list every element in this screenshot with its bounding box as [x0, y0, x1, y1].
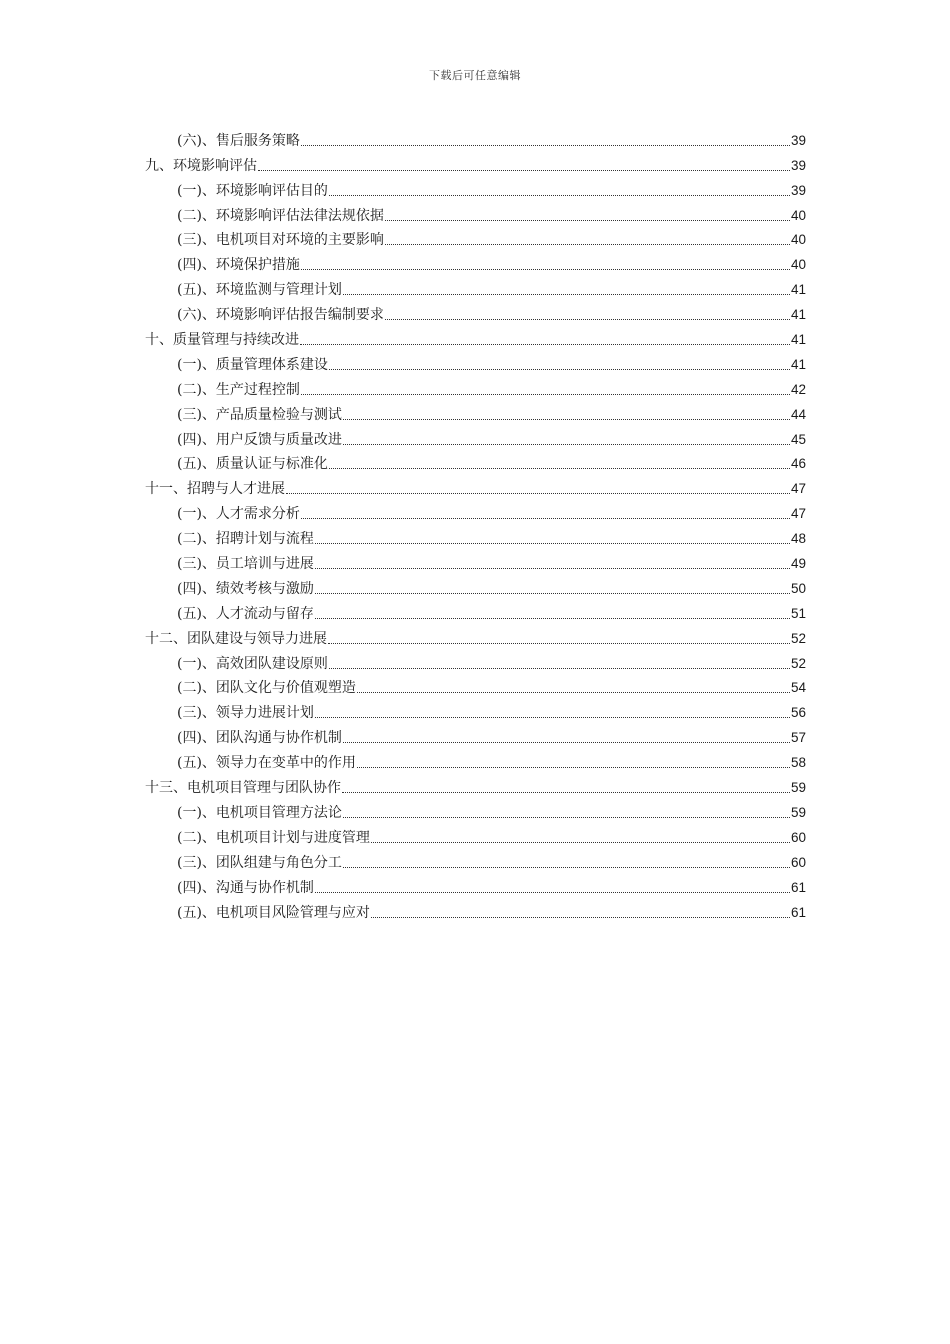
toc-entry-title: (六)、售后服务策略: [177, 132, 300, 149]
toc-entry-title: 十一、招聘与人才进展: [145, 481, 285, 498]
toc-entry-title: (四)、绩效考核与激励: [177, 580, 314, 597]
toc-section-entry[interactable]: [145, 873, 806, 898]
toc-section-entry[interactable]: [145, 400, 806, 425]
toc-page-number: 41: [790, 332, 806, 348]
toc-page-number: 61: [790, 904, 806, 920]
toc-entry-title: (四)、团队沟通与协作机制: [177, 730, 342, 747]
page-header: 下载后可任意编辑: [429, 69, 521, 82]
toc-page-number: 59: [790, 780, 806, 796]
toc-page-number: 40: [790, 257, 806, 273]
toc-chapter-entry[interactable]: [145, 773, 806, 798]
toc-page-number: 56: [790, 705, 806, 721]
toc-section-entry[interactable]: [145, 425, 806, 450]
toc-section-entry[interactable]: [145, 798, 806, 823]
toc-section-entry[interactable]: [145, 250, 806, 275]
toc-page-number: 40: [790, 232, 806, 248]
toc-dot-leader: [385, 244, 790, 245]
toc-entry-title: (二)、电机项目计划与进度管理: [177, 829, 370, 846]
toc-entry-title: 十三、电机项目管理与团队协作: [145, 780, 341, 797]
toc-page-number: 45: [790, 431, 806, 447]
toc-page-number: 41: [790, 307, 806, 323]
table-of-contents: [145, 126, 806, 923]
toc-section-entry[interactable]: [145, 723, 806, 748]
toc-page-number: 49: [790, 556, 806, 572]
toc-page-number: 44: [790, 406, 806, 422]
toc-section-entry[interactable]: [145, 499, 806, 524]
toc-page-number: 58: [790, 755, 806, 771]
toc-page-number: 54: [790, 680, 806, 696]
toc-dot-leader: [301, 518, 790, 519]
toc-page-number: 48: [790, 531, 806, 547]
toc-dot-leader: [343, 867, 790, 868]
toc-section-entry[interactable]: [145, 176, 806, 201]
toc-section-entry[interactable]: [145, 698, 806, 723]
toc-section-entry[interactable]: [145, 898, 806, 923]
toc-dot-leader: [343, 817, 790, 818]
toc-page-number: 60: [790, 829, 806, 845]
toc-dot-leader: [357, 767, 790, 768]
toc-dot-leader: [300, 344, 790, 345]
toc-dot-leader: [258, 170, 790, 171]
toc-page-number: 39: [790, 182, 806, 198]
toc-dot-leader: [315, 717, 790, 718]
toc-entry-title: (四)、用户反馈与质量改进: [177, 431, 342, 448]
toc-entry-title: (三)、员工培训与进展: [177, 556, 314, 573]
toc-entry-title: (六)、环境影响评估报告编制要求: [177, 307, 384, 324]
toc-entry-title: (一)、质量管理体系建设: [177, 356, 328, 373]
toc-dot-leader: [343, 294, 790, 295]
toc-section-entry[interactable]: [145, 748, 806, 773]
toc-entry-title: (二)、生产过程控制: [177, 381, 300, 398]
toc-entry-title: (一)、高效团队建设原则: [177, 655, 328, 672]
toc-section-entry[interactable]: [145, 649, 806, 674]
toc-dot-leader: [342, 792, 790, 793]
toc-entry-title: (三)、团队组建与角色分工: [177, 854, 342, 871]
toc-section-entry[interactable]: [145, 574, 806, 599]
toc-entry-title: (四)、沟通与协作机制: [177, 879, 314, 896]
toc-section-entry[interactable]: [145, 350, 806, 375]
toc-entry-title: (五)、领导力在变革中的作用: [177, 755, 356, 772]
toc-section-entry[interactable]: [145, 450, 806, 475]
toc-entry-title: 九、环境影响评估: [145, 157, 257, 174]
toc-page-number: 41: [790, 282, 806, 298]
toc-chapter-entry[interactable]: [145, 325, 806, 350]
toc-dot-leader: [315, 568, 790, 569]
toc-entry-title: (二)、招聘计划与流程: [177, 531, 314, 548]
toc-entry-title: (四)、环境保护措施: [177, 257, 300, 274]
toc-dot-leader: [328, 643, 790, 644]
toc-chapter-entry[interactable]: [145, 151, 806, 176]
toc-dot-leader: [371, 842, 790, 843]
toc-section-entry[interactable]: [145, 848, 806, 873]
toc-chapter-entry[interactable]: [145, 624, 806, 649]
toc-dot-leader: [371, 917, 790, 918]
toc-page-number: 51: [790, 605, 806, 621]
toc-section-entry[interactable]: [145, 300, 806, 325]
toc-entry-title: (三)、电机项目对环境的主要影响: [177, 232, 384, 249]
toc-dot-leader: [286, 493, 790, 494]
toc-dot-leader: [301, 394, 790, 395]
toc-entry-title: (二)、环境影响评估法律法规依据: [177, 207, 384, 224]
toc-page-number: 60: [790, 854, 806, 870]
toc-entry-title: (一)、人才需求分析: [177, 506, 300, 523]
toc-dot-leader: [329, 468, 790, 469]
toc-page-number: 39: [790, 132, 806, 148]
toc-dot-leader: [315, 618, 790, 619]
toc-chapter-entry[interactable]: [145, 474, 806, 499]
toc-page-number: 39: [790, 157, 806, 173]
toc-section-entry[interactable]: [145, 226, 806, 251]
toc-entry-title: (五)、质量认证与标准化: [177, 456, 328, 473]
toc-entry-title: (一)、环境影响评估目的: [177, 182, 328, 199]
toc-page-number: 57: [790, 730, 806, 746]
toc-page-number: 52: [790, 630, 806, 646]
toc-section-entry[interactable]: [145, 823, 806, 848]
toc-entry-title: (三)、产品质量检验与测试: [177, 406, 342, 423]
toc-dot-leader: [301, 269, 790, 270]
toc-dot-leader: [385, 319, 790, 320]
toc-page-number: 50: [790, 580, 806, 596]
toc-entry-title: (三)、领导力进展计划: [177, 705, 314, 722]
toc-dot-leader: [343, 419, 790, 420]
toc-entry-title: 十二、团队建设与领导力进展: [145, 630, 327, 647]
toc-page-number: 47: [790, 506, 806, 522]
toc-dot-leader: [315, 892, 790, 893]
toc-section-entry[interactable]: [145, 126, 806, 151]
toc-page-number: 40: [790, 207, 806, 223]
toc-entry-title: 十、质量管理与持续改进: [145, 332, 299, 349]
toc-dot-leader: [329, 369, 790, 370]
toc-section-entry[interactable]: [145, 674, 806, 699]
toc-dot-leader: [343, 444, 790, 445]
toc-dot-leader: [301, 145, 790, 146]
toc-section-entry[interactable]: [145, 524, 806, 549]
toc-entry-title: (五)、环境监测与管理计划: [177, 282, 342, 299]
toc-dot-leader: [329, 195, 790, 196]
toc-page-number: 42: [790, 381, 806, 397]
toc-page-number: 46: [790, 456, 806, 472]
toc-section-entry[interactable]: [145, 275, 806, 300]
toc-entry-title: (五)、人才流动与留存: [177, 605, 314, 622]
toc-entry-title: (二)、团队文化与价值观塑造: [177, 680, 356, 697]
toc-dot-leader: [357, 692, 790, 693]
toc-page-number: 41: [790, 356, 806, 372]
toc-entry-title: (一)、电机项目管理方法论: [177, 804, 342, 821]
toc-dot-leader: [329, 668, 790, 669]
toc-dot-leader: [385, 220, 790, 221]
toc-section-entry[interactable]: [145, 201, 806, 226]
toc-dot-leader: [315, 543, 790, 544]
toc-section-entry[interactable]: [145, 375, 806, 400]
toc-entry-title: (五)、电机项目风险管理与应对: [177, 904, 370, 921]
toc-dot-leader: [315, 593, 790, 594]
toc-section-entry[interactable]: [145, 599, 806, 624]
toc-page-number: 59: [790, 804, 806, 820]
toc-page-number: 52: [790, 655, 806, 671]
toc-section-entry[interactable]: [145, 549, 806, 574]
toc-page-number: 47: [790, 481, 806, 497]
toc-dot-leader: [343, 742, 790, 743]
toc-page-number: 61: [790, 879, 806, 895]
